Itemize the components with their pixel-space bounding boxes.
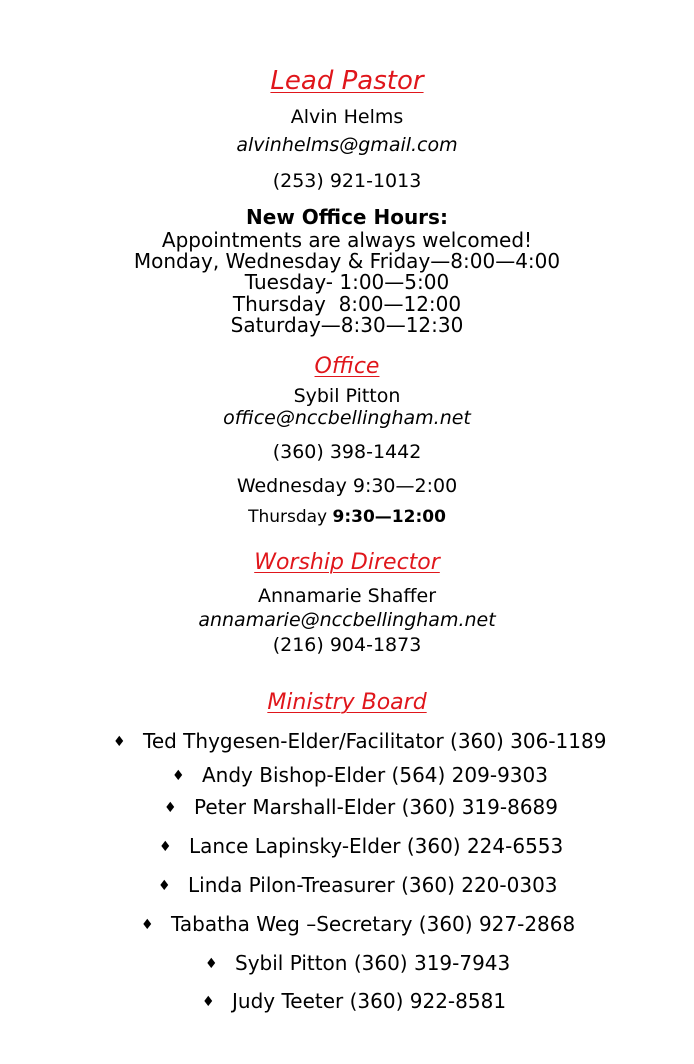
board-member [202, 991, 506, 1011]
office-hours-line: Thursday 8:00—12:00 [232, 292, 462, 316]
diamond-bullet-icon: ♦ [158, 878, 171, 894]
office-thursday-time: 9:30—12:00 [332, 507, 446, 527]
board-member [141, 914, 575, 934]
worship-director-email[interactable]: annamarie@nccbellingham.net [198, 609, 496, 631]
diamond-bullet-icon: ♦ [205, 956, 218, 972]
board-member-text: Judy Teeter (360) 922-8581 [232, 989, 507, 1013]
board-member [172, 765, 548, 785]
diamond-bullet-icon: ♦ [141, 917, 154, 933]
board-member-text: Ted Thygesen-Elder/Facilitator (360) 306-1189 [143, 729, 607, 753]
board-member-text: Linda Pilon-Treasurer (360) 220-0303 [188, 873, 558, 897]
office-hours-line: Tuesday- 1:00—5:00 [244, 270, 450, 294]
board-member-text: Peter Marshall-Elder (360) 319-8689 [194, 795, 558, 819]
office-hours-thursday [0, 509, 694, 526]
diamond-bullet-icon: ♦ [172, 768, 185, 784]
office-hours-wednesday: Wednesday 9:30—2:00 [236, 475, 458, 497]
board-member [205, 953, 510, 973]
worship-director-phone: (216) 904-1873 [272, 634, 422, 656]
office-hours-line: Monday, Wednesday & Friday—8:00—4:00 [133, 249, 561, 273]
office-heading: Office [314, 354, 380, 379]
board-member [164, 797, 558, 817]
board-member-text: Lance Lapinsky-Elder (360) 224-6553 [189, 834, 564, 858]
board-member-text: Andy Bishop-Elder (564) 209-9303 [202, 763, 548, 787]
worship-director-heading: Worship Director [254, 550, 440, 575]
board-member-text: Tabatha Weg –Secretary (360) 927-2868 [171, 912, 576, 936]
office-hours-title: New Office Hours: [246, 205, 448, 229]
office-email[interactable]: office@nccbellingham.net [223, 407, 471, 429]
office-thursday-label: Thursday [248, 507, 333, 527]
office-hours-note: Appointments are always welcomed! [161, 228, 533, 252]
diamond-bullet-icon: ♦ [159, 839, 172, 855]
ministry-board-heading: Ministry Board [267, 690, 427, 715]
office-phone: (360) 398-1442 [272, 441, 422, 463]
lead-pastor-email[interactable]: alvinhelms@gmail.com [236, 134, 458, 156]
board-member [113, 731, 606, 751]
office-hours-line: Saturday—8:30—12:30 [230, 313, 464, 337]
lead-pastor-name: Alvin Helms [290, 106, 404, 128]
diamond-bullet-icon: ♦ [113, 734, 126, 750]
lead-pastor-phone: (253) 921-1013 [272, 170, 422, 192]
board-member-text: Sybil Pitton (360) 319-7943 [235, 951, 511, 975]
diamond-bullet-icon: ♦ [164, 800, 177, 816]
worship-director-name: Annamarie Shaffer [257, 585, 437, 607]
diamond-bullet-icon: ♦ [202, 994, 215, 1010]
board-member [158, 875, 558, 895]
office-name: Sybil Pitton [293, 385, 401, 407]
lead-pastor-heading: Lead Pastor [270, 66, 424, 96]
board-member [159, 836, 563, 856]
